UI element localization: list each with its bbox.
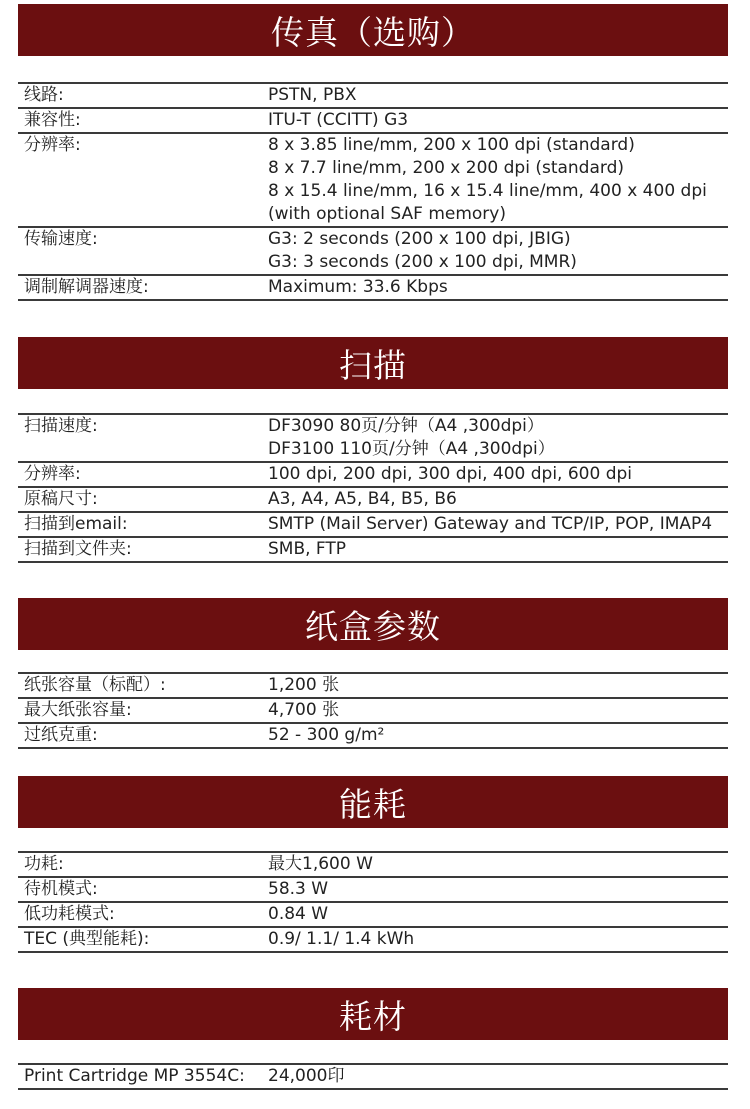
spec-value	[262, 674, 728, 697]
spec-value-line: (with optional SAF memory)	[268, 204, 506, 224]
spec-value-line: 0.84 W	[268, 904, 329, 924]
spec-row-power-consumption	[18, 853, 728, 878]
spec-label: 功耗:	[24, 854, 64, 874]
spec-label: 扫描速度:	[24, 416, 98, 436]
spec-value-line: 8 x 3.85 line/mm, 200 x 100 dpi (standard)	[268, 135, 635, 155]
section-title: 能耗	[339, 784, 407, 824]
spec-row-original-size	[18, 488, 728, 513]
spec-value	[262, 84, 728, 107]
spec-row-transmission-speed	[18, 228, 728, 276]
spec-label: 待机模式:	[24, 879, 98, 899]
spec-value-line: Maximum: 33.6 Kbps	[268, 277, 448, 297]
spec-value-line: 58.3 W	[268, 879, 329, 899]
section-banner-fax	[18, 4, 728, 56]
spec-label: TEC (典型能耗):	[24, 929, 150, 949]
spec-label: 线路:	[24, 85, 64, 105]
spec-label: 原稿尺寸:	[24, 489, 98, 509]
spec-value	[262, 903, 728, 926]
spec-value-line: SMB, FTP	[268, 539, 347, 559]
spec-row-paper-capacity	[18, 674, 728, 699]
spec-row-scan-resolution	[18, 463, 728, 488]
spec-label: 过纸克重:	[24, 725, 98, 745]
spec-row-low-power-mode	[18, 903, 728, 928]
spec-label: 分辨率:	[24, 464, 81, 484]
spec-label: 传输速度:	[24, 229, 98, 249]
spec-row-paper-weight	[18, 724, 728, 749]
spec-value-line: A3, A4, A5, B4, B5, B6	[268, 489, 457, 509]
spec-value-line: 8 x 7.7 line/mm, 200 x 200 dpi (standard)	[268, 158, 625, 178]
spec-table-scan	[18, 413, 728, 563]
spec-value-line: ITU-T (CCITT) G3	[268, 110, 409, 130]
spec-value-line: DF3100 110页/分钟（A4 ,300dpi）	[268, 439, 555, 459]
spec-value	[262, 724, 728, 747]
spec-value-line: G3: 2 seconds (200 x 100 dpi, JBIG)	[268, 229, 571, 249]
spec-value	[262, 853, 728, 876]
spec-value-line: 1,200 张	[268, 675, 340, 695]
spec-row-scan-to-email	[18, 513, 728, 538]
spec-value-line: DF3090 80页/分钟（A4 ,300dpi）	[268, 416, 544, 436]
spec-table-consumables	[18, 1063, 728, 1090]
spec-value	[262, 134, 728, 226]
spec-label: 最大纸张容量:	[24, 700, 132, 720]
spec-value	[262, 109, 728, 132]
spec-row-scan-to-folder	[18, 538, 728, 563]
spec-row-line	[18, 84, 728, 109]
spec-value-line: 24,000印	[268, 1066, 345, 1086]
spec-table-power	[18, 851, 728, 953]
spec-value	[262, 1065, 728, 1088]
spec-label: 扫描到文件夹:	[24, 539, 132, 559]
spec-table-fax	[18, 82, 728, 301]
section-banner-scan	[18, 337, 728, 389]
section-title: 纸盒参数	[305, 606, 441, 646]
spec-label: 兼容性:	[24, 110, 81, 130]
spec-value-line: SMTP (Mail Server) Gateway and TCP/IP, POP, IMAP4	[268, 514, 713, 534]
spec-value-line: 8 x 15.4 line/mm, 16 x 15.4 line/mm, 400 x 400 dpi	[268, 181, 707, 201]
spec-label: Print Cartridge MP 3554C:	[24, 1066, 245, 1086]
spec-row-tec	[18, 928, 728, 953]
spec-label: 低功耗模式:	[24, 904, 115, 924]
spec-value-line: 52 - 300 g/m²	[268, 725, 385, 745]
spec-row-print-cartridge	[18, 1065, 728, 1090]
spec-value-line: 0.9/ 1.1/ 1.4 kWh	[268, 929, 415, 949]
section-banner-power	[18, 776, 728, 828]
spec-row-standby-mode	[18, 878, 728, 903]
spec-value	[262, 228, 728, 274]
spec-label: 分辨率:	[24, 135, 81, 155]
spec-row-resolution	[18, 134, 728, 228]
section-title: 耗材	[339, 996, 407, 1036]
spec-label: 纸张容量（标配）:	[24, 675, 166, 695]
spec-row-compatibility	[18, 109, 728, 134]
spec-value-line: 最大1,600 W	[268, 854, 373, 874]
spec-row-max-paper-capacity	[18, 699, 728, 724]
spec-value	[262, 488, 728, 511]
spec-value-line: G3: 3 seconds (200 x 100 dpi, MMR)	[268, 252, 577, 272]
spec-label: 调制解调器速度:	[24, 277, 149, 297]
spec-value-line: 100 dpi, 200 dpi, 300 dpi, 400 dpi, 600 dpi	[268, 464, 633, 484]
spec-value	[262, 538, 728, 561]
spec-row-scan-speed	[18, 415, 728, 463]
section-title: 传真（选购）	[271, 12, 475, 52]
spec-table-paper-tray	[18, 672, 728, 749]
spec-value-line: 4,700 张	[268, 700, 340, 720]
spec-value	[262, 878, 728, 901]
spec-value	[262, 513, 728, 536]
section-title: 扫描	[339, 345, 407, 385]
section-banner-paper-tray	[18, 598, 728, 650]
spec-value-line: PSTN, PBX	[268, 85, 357, 105]
spec-value	[262, 928, 728, 951]
spec-value	[262, 463, 728, 486]
spec-label: 扫描到email:	[24, 514, 128, 534]
section-banner-consumables	[18, 988, 728, 1040]
spec-value	[262, 699, 728, 722]
spec-row-modem-speed	[18, 276, 728, 301]
spec-value	[262, 276, 728, 299]
spec-value	[262, 415, 728, 461]
